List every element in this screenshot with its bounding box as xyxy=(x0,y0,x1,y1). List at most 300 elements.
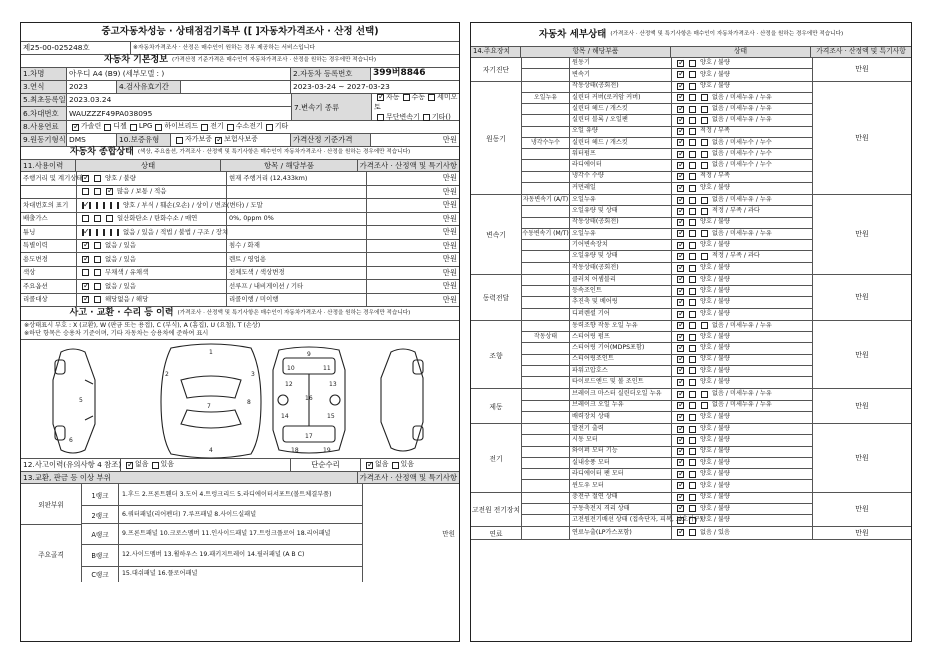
device-status xyxy=(672,82,812,92)
device-sub xyxy=(522,297,570,307)
device-status-checkbox[interactable] xyxy=(677,219,684,226)
device-group xyxy=(471,493,911,528)
part-number-16: 16 xyxy=(305,395,313,402)
device-status-checkbox[interactable] xyxy=(677,459,684,466)
device-status-checkbox[interactable] xyxy=(689,71,696,78)
device-status-checkbox[interactable] xyxy=(689,185,696,192)
device-status-checkbox[interactable] xyxy=(677,414,684,421)
car-diagram-svg xyxy=(21,340,459,458)
device-status-checkbox[interactable] xyxy=(689,494,696,501)
status-checkbox[interactable] xyxy=(82,242,89,249)
device-status-checkbox[interactable] xyxy=(701,322,708,329)
device-part: 배력장치 상태 xyxy=(570,412,672,423)
device-status-checkbox[interactable] xyxy=(689,208,696,215)
device-status-checkbox[interactable] xyxy=(701,106,708,113)
device-status xyxy=(672,93,812,103)
status-text: 많음 / 보통 / 적음 xyxy=(117,187,167,196)
part-number-3: 3 xyxy=(251,371,255,378)
device-status-checkbox[interactable] xyxy=(677,367,684,374)
device-group-unit: 만원 xyxy=(855,505,869,514)
device-part: 고전원전기배선 상태 (접속단자, 피복, 보호기구) xyxy=(570,515,672,526)
device-status-checkbox[interactable] xyxy=(701,162,708,169)
overall-row xyxy=(21,213,459,227)
device-status-text: 없음 / 미세누유 / 누유 xyxy=(712,401,772,409)
device-status-checkbox[interactable] xyxy=(677,437,684,444)
device-status-checkbox[interactable] xyxy=(677,276,684,283)
device-status-checkbox[interactable] xyxy=(677,128,684,135)
status-checkbox[interactable] xyxy=(94,296,101,303)
device-status-checkbox[interactable] xyxy=(677,83,684,90)
device-item-row xyxy=(522,58,812,69)
device-group-unit: 만원 xyxy=(855,293,869,302)
device-status-checkbox[interactable] xyxy=(689,334,696,341)
device-item-row xyxy=(522,240,812,251)
legend-line-1: ※상태표시 부호 : X (교환), W (판금 또는 용접), C (부식), A (흠집), U (요철), T (손상) xyxy=(24,322,261,329)
device-status xyxy=(672,138,812,148)
accident-label: 12.사고이력(유의사항 4 참조) xyxy=(23,460,122,470)
device-group-name: 동력전달 xyxy=(471,275,522,320)
device-status-checkbox[interactable] xyxy=(677,151,684,158)
device-part: 실린더 헤드 / 개스킷 xyxy=(570,104,672,114)
device-status-text: 양호 / 불량 xyxy=(700,493,730,501)
car-left-side xyxy=(53,349,95,453)
overall-row-label: 주행거리 및 계기상태 xyxy=(21,172,77,185)
device-item-row xyxy=(522,480,812,491)
device-status-checkbox[interactable] xyxy=(689,197,696,204)
device-item-row xyxy=(522,389,812,400)
device-status xyxy=(672,515,812,526)
overall-row xyxy=(21,240,459,254)
status-checkbox[interactable] xyxy=(82,296,89,303)
status-checkbox[interactable] xyxy=(82,175,89,182)
device-part: 클러치 어셈블리 xyxy=(570,275,672,285)
left-page xyxy=(20,22,460,642)
device-status-checkbox[interactable] xyxy=(689,402,696,409)
base-price-label: 가격산정 기준가격 xyxy=(291,134,371,146)
device-part: 실린더 커버(로커암 커버) xyxy=(570,93,672,103)
checkbox-trans-etc[interactable] xyxy=(423,114,430,121)
device-status-checkbox[interactable] xyxy=(677,253,684,260)
status-checkbox[interactable] xyxy=(103,229,105,236)
device-status-checkbox[interactable] xyxy=(677,311,684,318)
part-number-11: 11 xyxy=(323,365,331,372)
status-checkbox[interactable] xyxy=(82,202,84,209)
checkbox-repair-none[interactable] xyxy=(366,462,373,469)
device-part: 등속조인트 xyxy=(570,286,672,296)
device-status xyxy=(672,160,812,170)
device-status-checkbox[interactable] xyxy=(689,106,696,113)
status-checkbox[interactable] xyxy=(94,175,101,182)
device-status-checkbox[interactable] xyxy=(689,288,696,295)
status-checkbox[interactable] xyxy=(94,215,101,222)
device-item-row xyxy=(522,286,812,297)
device-sub: 수동변속기 (M/T) xyxy=(522,229,570,239)
device-status-checkbox[interactable] xyxy=(689,83,696,90)
device-status-checkbox[interactable] xyxy=(689,345,696,352)
device-status xyxy=(672,458,812,468)
transmission-options: ✓자동 수동 세미오토 무단변속기 기타() xyxy=(372,94,459,120)
checkbox-insurance-warranty[interactable] xyxy=(215,137,222,144)
device-status-checkbox[interactable] xyxy=(689,60,696,67)
status-checkbox[interactable] xyxy=(94,283,101,290)
right-page xyxy=(470,22,912,642)
col-status: 상태 xyxy=(76,160,222,171)
device-status xyxy=(672,355,812,365)
device-status-checkbox[interactable] xyxy=(677,299,684,306)
checkbox-semi-auto[interactable] xyxy=(428,94,435,101)
device-status-checkbox[interactable] xyxy=(677,505,684,512)
device-group-name: 조향 xyxy=(471,321,522,389)
device-status-checkbox[interactable] xyxy=(689,437,696,444)
device-item-row xyxy=(522,138,812,149)
device-status-checkbox[interactable] xyxy=(677,173,684,180)
device-part: 브레이크 오일 누유 xyxy=(570,401,672,411)
device-status-checkbox[interactable] xyxy=(689,517,696,524)
vin-label: 6.차대번호 xyxy=(21,107,67,120)
device-status-checkbox[interactable] xyxy=(677,517,684,524)
device-status-checkbox[interactable] xyxy=(701,139,708,146)
device-status-checkbox[interactable] xyxy=(689,322,696,329)
accident-note: (가격조사 · 산정액 및 특기사항은 매수인이 자동차가격조사 · 산정을 원하는 경우에만 적습니다) xyxy=(177,309,411,316)
overall-row-status xyxy=(77,280,227,293)
device-status-checkbox[interactable] xyxy=(689,459,696,466)
device-status-checkbox[interactable] xyxy=(689,299,696,306)
legend xyxy=(21,321,459,340)
device-group xyxy=(471,321,911,390)
reg-no-value: 399버8846 xyxy=(373,68,426,79)
device-status-text: 양호 / 불량 xyxy=(700,424,730,432)
device-status-checkbox[interactable] xyxy=(689,482,696,489)
checkbox-gasoline[interactable] xyxy=(72,124,79,131)
device-status-checkbox[interactable] xyxy=(689,173,696,180)
part-number-5: 5 xyxy=(79,397,83,404)
device-status-checkbox[interactable] xyxy=(689,529,696,536)
device-part: 발전기 출력 xyxy=(570,424,672,434)
overall-row xyxy=(21,226,459,240)
checkbox-lpg[interactable] xyxy=(130,124,137,131)
device-status-checkbox[interactable] xyxy=(677,402,684,409)
device-status xyxy=(672,297,812,307)
device-status xyxy=(672,480,812,491)
device-item-row xyxy=(522,469,812,480)
device-status xyxy=(672,218,812,228)
device-status-checkbox[interactable] xyxy=(689,414,696,421)
device-status-checkbox[interactable] xyxy=(677,494,684,501)
device-status-checkbox[interactable] xyxy=(701,230,708,237)
status-checkbox[interactable] xyxy=(94,256,101,263)
status-checkbox[interactable] xyxy=(96,202,98,209)
device-status-checkbox[interactable] xyxy=(677,117,684,124)
device-status xyxy=(672,412,812,423)
status-checkbox[interactable] xyxy=(106,188,113,195)
device-status-checkbox[interactable] xyxy=(677,106,684,113)
checkbox-electric[interactable] xyxy=(201,124,208,131)
overall-rows xyxy=(21,172,459,307)
checkbox-accident-yes[interactable] xyxy=(152,462,159,469)
overall-row-status xyxy=(77,253,227,266)
device-status xyxy=(672,251,812,261)
car-right-side xyxy=(381,349,423,451)
status-checkbox[interactable] xyxy=(103,202,105,209)
accident-header: 사고 · 교환 · 수리 등 이력 xyxy=(69,307,174,318)
device-sub: 오일누유 xyxy=(522,93,570,103)
checkbox-accident-none[interactable] xyxy=(126,462,133,469)
basic-row-5 xyxy=(21,121,459,134)
device-status-checkbox[interactable] xyxy=(677,334,684,341)
left-title: 중고자동차성능 · 상태점검기록부 ([ ]자동차가격조사 · 산정 선택) xyxy=(101,26,379,38)
overall-row-unit: 만원 xyxy=(442,227,457,237)
device-status-checkbox[interactable] xyxy=(677,448,684,455)
device-status-checkbox[interactable] xyxy=(689,230,696,237)
device-status-checkbox[interactable] xyxy=(689,379,696,386)
device-status-checkbox[interactable] xyxy=(677,197,684,204)
device-status-checkbox[interactable] xyxy=(677,288,684,295)
device-status-checkbox[interactable] xyxy=(677,426,684,433)
device-status-checkbox[interactable] xyxy=(677,185,684,192)
overall-row-detail xyxy=(227,226,367,239)
device-status-checkbox[interactable] xyxy=(677,482,684,489)
status-checkbox[interactable] xyxy=(117,229,119,236)
status-checkbox[interactable] xyxy=(82,229,84,236)
device-status-checkbox[interactable] xyxy=(677,208,684,215)
device-status-checkbox[interactable] xyxy=(677,529,684,536)
device-status-checkbox[interactable] xyxy=(677,60,684,67)
exchange-price-header: 가격조사 · 산정액 및 특기사항 xyxy=(359,472,457,482)
device-status-checkbox[interactable] xyxy=(701,197,708,204)
rank-label: A랭크 xyxy=(82,524,119,543)
transmission-label: 7.변속기 종류 xyxy=(292,94,372,120)
device-status-checkbox[interactable] xyxy=(701,253,708,260)
device-status-checkbox[interactable] xyxy=(689,265,696,272)
rank-rows xyxy=(82,484,363,582)
exchange-header-row xyxy=(21,472,459,484)
device-item-row xyxy=(522,115,812,126)
device-status-text: 없음 / 미세누유 / 누유 xyxy=(712,104,772,112)
device-status-text: 양호 / 불량 xyxy=(700,218,730,226)
device-status-checkbox[interactable] xyxy=(689,128,696,135)
device-status-text: 양호 / 불량 xyxy=(700,436,730,444)
car-diagram xyxy=(21,340,459,459)
status-checkbox[interactable] xyxy=(94,188,101,195)
status-checkbox[interactable] xyxy=(110,202,112,209)
device-item-row xyxy=(522,263,812,274)
status-text: 없음 / 있음 xyxy=(105,254,136,263)
device-status-text: 양호 / 불량 xyxy=(700,82,730,90)
device-status-checkbox[interactable] xyxy=(689,242,696,249)
device-item-row xyxy=(522,401,812,412)
overall-note: (색상, 주요옵션, 가격조사 · 산정액 및 특기사항은 매수인이 자동차가격조사 · 산정을 원하는 경우에만 적습니다) xyxy=(137,149,411,156)
checkbox-repair-yes[interactable] xyxy=(392,462,399,469)
status-checkbox[interactable] xyxy=(94,242,101,249)
device-status-text: 없음 / 미세누유 / 누유 xyxy=(712,93,772,101)
status-checkbox[interactable] xyxy=(106,215,113,222)
status-text: 양호 / 불량 xyxy=(105,173,136,182)
device-item-row xyxy=(522,93,812,104)
device-part: 냉각수 수량 xyxy=(570,172,672,182)
device-status-checkbox[interactable] xyxy=(677,265,684,272)
status-checkbox[interactable] xyxy=(82,188,89,195)
device-sub xyxy=(522,309,570,320)
status-checkbox[interactable] xyxy=(82,256,89,263)
device-sub xyxy=(522,69,570,80)
checkbox-hybrid[interactable] xyxy=(155,124,162,131)
device-part: 작동상태(공회전) xyxy=(570,218,672,228)
device-part: 커먼레일 xyxy=(570,183,672,194)
basic-header-row xyxy=(21,55,459,68)
device-status-checkbox[interactable] xyxy=(701,391,708,398)
device-status-text: 양호 / 불량 xyxy=(700,298,730,306)
device-status-text: 양호 / 불량 xyxy=(700,355,730,363)
device-item-row xyxy=(522,275,812,286)
device-status-checkbox[interactable] xyxy=(689,117,696,124)
overall-row-status xyxy=(77,226,227,239)
part-number-19: 19 xyxy=(323,447,331,454)
device-status-checkbox[interactable] xyxy=(701,94,708,101)
device-status xyxy=(672,401,812,411)
device-status-checkbox[interactable] xyxy=(689,471,696,478)
device-status-checkbox[interactable] xyxy=(677,356,684,363)
device-part: 워터펌프 xyxy=(570,149,672,159)
device-status-checkbox[interactable] xyxy=(677,379,684,386)
device-status-checkbox[interactable] xyxy=(689,356,696,363)
checkbox-fuel-etc[interactable] xyxy=(266,124,273,131)
device-status xyxy=(672,321,812,331)
device-status-checkbox[interactable] xyxy=(677,71,684,78)
device-part: 스티어링조인트 xyxy=(570,355,672,365)
overall-header-row xyxy=(21,147,459,160)
checkbox-auto[interactable] xyxy=(377,94,384,101)
checkbox-diesel[interactable] xyxy=(104,124,111,131)
device-part: 오일유량 및 상태 xyxy=(570,251,672,261)
device-status-text: 양호 / 불량 xyxy=(700,275,730,283)
device-sub xyxy=(522,82,570,92)
device-status-checkbox[interactable] xyxy=(689,139,696,146)
device-status-checkbox[interactable] xyxy=(677,345,684,352)
device-status-checkbox[interactable] xyxy=(689,448,696,455)
checkbox-cvt[interactable] xyxy=(377,114,384,121)
device-sub xyxy=(522,504,570,514)
device-part: 오일누유 xyxy=(570,229,672,239)
device-item-row xyxy=(522,493,812,504)
status-checkbox[interactable] xyxy=(110,229,112,236)
device-status-checkbox[interactable] xyxy=(677,230,684,237)
overall-row-unit: 만원 xyxy=(442,186,457,196)
device-status-checkbox[interactable] xyxy=(689,426,696,433)
checkbox-hydrogen[interactable] xyxy=(227,124,234,131)
status-checkbox[interactable] xyxy=(82,269,89,276)
device-status-text: 적정 / 부족 xyxy=(700,127,730,135)
first-reg-value: 2023.03.24 xyxy=(69,95,112,105)
device-status-checkbox[interactable] xyxy=(689,367,696,374)
checkbox-manual[interactable] xyxy=(403,94,410,101)
device-part: 실내송풍 모터 xyxy=(570,458,672,468)
accident-header-row xyxy=(21,307,459,321)
device-status xyxy=(672,504,812,514)
device-status-checkbox[interactable] xyxy=(689,94,696,101)
device-status-text: 없음 / 미세누유 / 누유 xyxy=(712,321,772,329)
device-sub xyxy=(522,355,570,365)
device-status-checkbox[interactable] xyxy=(689,311,696,318)
device-status-checkbox[interactable] xyxy=(689,162,696,169)
device-sub xyxy=(522,469,570,479)
main-frame-label: 주요골격 xyxy=(38,550,64,559)
part-number-2: 2 xyxy=(165,371,169,378)
device-status-checkbox[interactable] xyxy=(701,402,708,409)
device-group-name: 고전원 전기장치 xyxy=(471,493,522,527)
device-status-checkbox[interactable] xyxy=(677,162,684,169)
device-sub xyxy=(522,251,570,261)
device-item-row xyxy=(522,424,812,435)
device-status-checkbox[interactable] xyxy=(701,151,708,158)
device-sub: 작동상태 xyxy=(522,332,570,342)
device-status-checkbox[interactable] xyxy=(689,391,696,398)
device-part: 변속기 xyxy=(570,69,672,80)
device-status-checkbox[interactable] xyxy=(689,219,696,226)
device-status-checkbox[interactable] xyxy=(677,391,684,398)
device-status xyxy=(672,263,812,274)
device-item-row xyxy=(522,297,812,308)
device-status-checkbox[interactable] xyxy=(689,505,696,512)
device-status-checkbox[interactable] xyxy=(689,276,696,283)
status-text: 없음 / 있음 / 적법 / 불법 / 구조 / 장치 xyxy=(123,227,229,236)
status-checkbox[interactable] xyxy=(82,283,89,290)
device-sub xyxy=(522,115,570,125)
rank-row xyxy=(82,506,362,524)
device-status xyxy=(672,377,812,388)
overall-row-label: 용도변경 xyxy=(21,253,77,266)
status-checkbox[interactable] xyxy=(94,269,101,276)
status-checkbox[interactable] xyxy=(117,202,119,209)
basic-row-6: 9.원동기형식 DMS 10.보증유형 자가보증 ✓ 보험사보증 가격산정 기준가격 만원 xyxy=(21,134,459,147)
device-status-checkbox[interactable] xyxy=(677,242,684,249)
checkbox-self-warranty[interactable] xyxy=(176,137,183,144)
device-status-checkbox[interactable] xyxy=(689,253,696,260)
device-sub xyxy=(522,343,570,353)
overall-row xyxy=(21,199,459,213)
status-text: 해당없음 / 해당 xyxy=(105,295,149,304)
device-status-checkbox[interactable] xyxy=(701,208,708,215)
device-sub xyxy=(522,458,570,468)
rank-row xyxy=(82,567,362,582)
device-part: 원동기 xyxy=(570,58,672,68)
overall-row-detail: 선루프 / 내비게이션 / 기타 xyxy=(227,280,367,293)
rank-row xyxy=(82,484,362,506)
device-status xyxy=(672,206,812,216)
status-checkbox[interactable] xyxy=(96,229,98,236)
device-item-row xyxy=(522,504,812,515)
overall-row xyxy=(21,253,459,267)
device-status-checkbox[interactable] xyxy=(677,94,684,101)
device-status-checkbox[interactable] xyxy=(677,322,684,329)
overall-row-unit: 만원 xyxy=(442,254,457,264)
status-checkbox[interactable] xyxy=(89,229,91,236)
overall-row xyxy=(21,186,459,200)
status-checkbox[interactable] xyxy=(89,202,91,209)
device-status-checkbox[interactable] xyxy=(701,117,708,124)
device-status-checkbox[interactable] xyxy=(689,151,696,158)
device-sub xyxy=(522,366,570,376)
part-number-4: 4 xyxy=(209,447,213,454)
inspection-value: 2023-03-24 ~ 2027-03-23 xyxy=(293,82,390,92)
device-status-checkbox[interactable] xyxy=(677,139,684,146)
device-status-checkbox[interactable] xyxy=(677,471,684,478)
status-checkbox[interactable] xyxy=(82,215,89,222)
device-status xyxy=(672,435,812,445)
device-part: 타이로드엔드 및 볼 조인트 xyxy=(570,377,672,388)
overall-col-header xyxy=(21,160,459,172)
device-status-text: 없음 / 미세누유 / 누유 xyxy=(712,229,772,237)
device-sub xyxy=(522,240,570,250)
